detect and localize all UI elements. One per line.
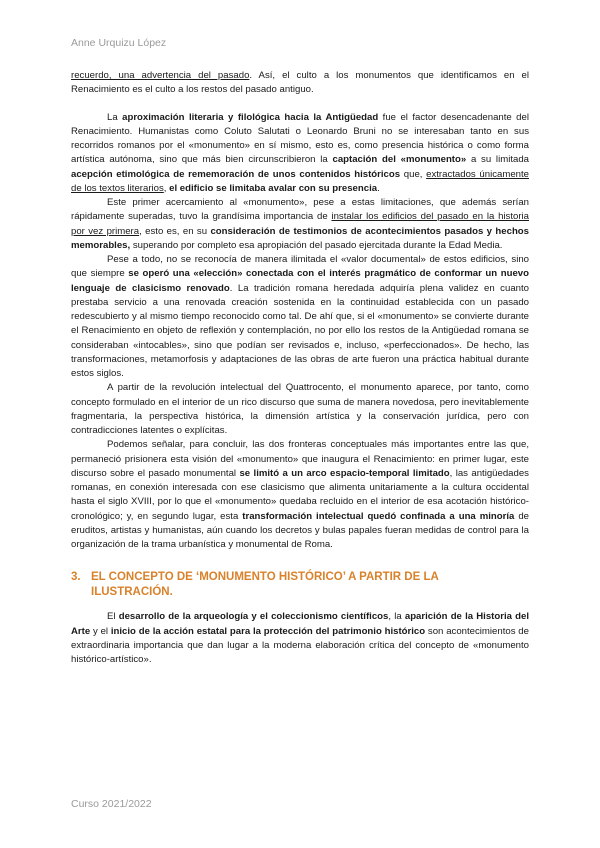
text-run: La <box>107 111 123 123</box>
text-run: son acontecimientos de extraordinaria importancia que dan lugar a la moderna elaboración crítica del concepto de «monumento histórico-artístico». <box>71 625 529 665</box>
underlined-text: instalar los edificios del pasado en la historia por vez primera <box>71 211 529 237</box>
underlined-text: recuerdo, una advertencia del pasado <box>71 70 250 81</box>
paragraph-6 <box>71 438 529 552</box>
section-title-part-1: EL CONCEPTO DE ‘MONUMENTO HISTÓRICO’ A PARTIR DE LA <box>91 571 439 584</box>
text-run: , <box>163 182 170 194</box>
text-run: A partir de la revolución intelectual del Quattrocento, el monumento aparece, por tanto, como concepto formulado en el interior de un rico discurso que suma de manera novedosa, pero inevitablemente fragmentaria, la perspectiva histórica, la dimensión artística y la conservación jurídica, pero con contradicciones latentes o explícitas. <box>71 382 529 436</box>
text-run: de eruditos, artistas y humanistas, aún cuando los decretos y bulas papales fueran medidas de control para la organización de la trama urbanística y monumental de Roma. <box>71 510 529 550</box>
text-run: El <box>107 611 119 623</box>
bold-text: consideración de testimonios de acontecimientos pasados y hechos memorables, <box>71 225 529 251</box>
paragraph-7 <box>71 610 529 667</box>
text-run: , esto es, en su <box>139 225 211 237</box>
bold-text: aparición de la Historia del Arte <box>71 611 530 637</box>
bold-text: se limitó a un arco espacio-temporal limitado <box>239 467 450 479</box>
text-run: superando por completo esa apropiación del pasado ejercitada durante la Edad Media. <box>130 239 503 251</box>
paragraph-1 <box>71 69 529 98</box>
text-run: fue el factor desencadenante del Renacimiento. Humanistas como Coluto Salutati o Leonardo Bruni no se interesaban tanto en sus recorridos romanos por el «monumento» en sí mismo, esto es, como presencia histórica o como forma artística autónoma, sino que más bien circunscribieron la <box>71 111 529 166</box>
text-run: Este primer acercamiento al «monumento», pese a estas limitaciones, que además serían rápidamente superadas, tuvo la grandísima importancia de <box>71 197 529 223</box>
bold-text: acepción etimológica de rememoración de unos contenidos históricos <box>71 168 401 180</box>
underlined-text: extractados únicamente de los textos literarios <box>71 168 529 194</box>
text-run: Podemos señalar, para concluir, las dos fronteras conceptuales más importantes entre las que, permaneció prisionera esta visión del «monumento» que inaugura el Renacimiento: en primer lugar, este discurso sobre el pasado monumental <box>71 439 529 479</box>
text-run: Pese a todo, no se reconocía de manera ilimitada el «valor documental» de estos edificios, sino que siempre <box>71 254 529 280</box>
paragraph-5 <box>71 381 529 438</box>
footer-course: Curso 2021/2022 <box>71 798 152 810</box>
text-run: . <box>377 182 380 194</box>
bold-text: inicio de la acción estatal para la protección del patrimonio histórico <box>110 625 426 637</box>
bold-text: desarrollo de la arqueología y el coleccionismo científicos <box>118 611 389 623</box>
bold-text: aproximación literaria y filológica hacia la Antigüedad <box>122 111 379 123</box>
text-run: , las antigüedades romanas, en conexión interesada con ese clasicismo que alimenta unitariamente a la cultura occidental hasta el siglo XVIII, por lo que el «monumento» quedaba recluido en el interior de esa acotación histórico-cronológico; y, en segundo lugar, esta <box>71 467 529 522</box>
bold-text: se operó una «elección» conectada con el interés pragmático de conformar un nuevo lenguaje de clasicismo renovado <box>71 268 529 294</box>
text-run: y el <box>90 625 111 637</box>
section-heading <box>71 570 529 600</box>
text-run: , la <box>388 611 405 623</box>
text-run: que, <box>400 168 427 180</box>
text-run: . La tradición romana heredada adquiría plena validez en cuanto prestaba servicio a una renovada creación sostenida en la continuidad establecida con un pasado redescubierto y al mismo tiempo reconocido como tal. De ahí que, si el «monumento» se convierte durante el Renacimiento en objeto de reflexión y contemplación, no por ello los restos de la Antigüedad romana se consideraban «intocables», sino que podían ser revisados e, incluso, «perfeccionados». De hecho, las transformaciones, metamorfosis y adaptaciones de las obras de arte fueron una práctica habitual durante estos siglos. <box>71 282 529 379</box>
paragraph-3 <box>71 196 529 253</box>
running-header-author: Anne Urquizu López <box>71 37 167 49</box>
text-run: . Así, el culto a los monumentos que identificamos en el Renacimiento es el culto a los restos del pasado antiguo. <box>71 70 530 96</box>
bold-text: el edificio se limitaba avalar con su presencia <box>169 182 378 194</box>
bold-text: transformación intelectual quedó confinada a una minoría <box>242 510 515 522</box>
body-text <box>71 69 529 667</box>
section-number: 3. <box>71 571 81 584</box>
paragraph-4 <box>71 253 529 381</box>
paragraph-2 <box>71 111 529 197</box>
text-run: a su limitada <box>466 154 529 166</box>
bold-text: captación del «monumento» <box>332 154 467 166</box>
section-title-part-2: ILUSTRACIÓN. <box>91 586 173 599</box>
section-heading-line-1 <box>71 570 529 585</box>
